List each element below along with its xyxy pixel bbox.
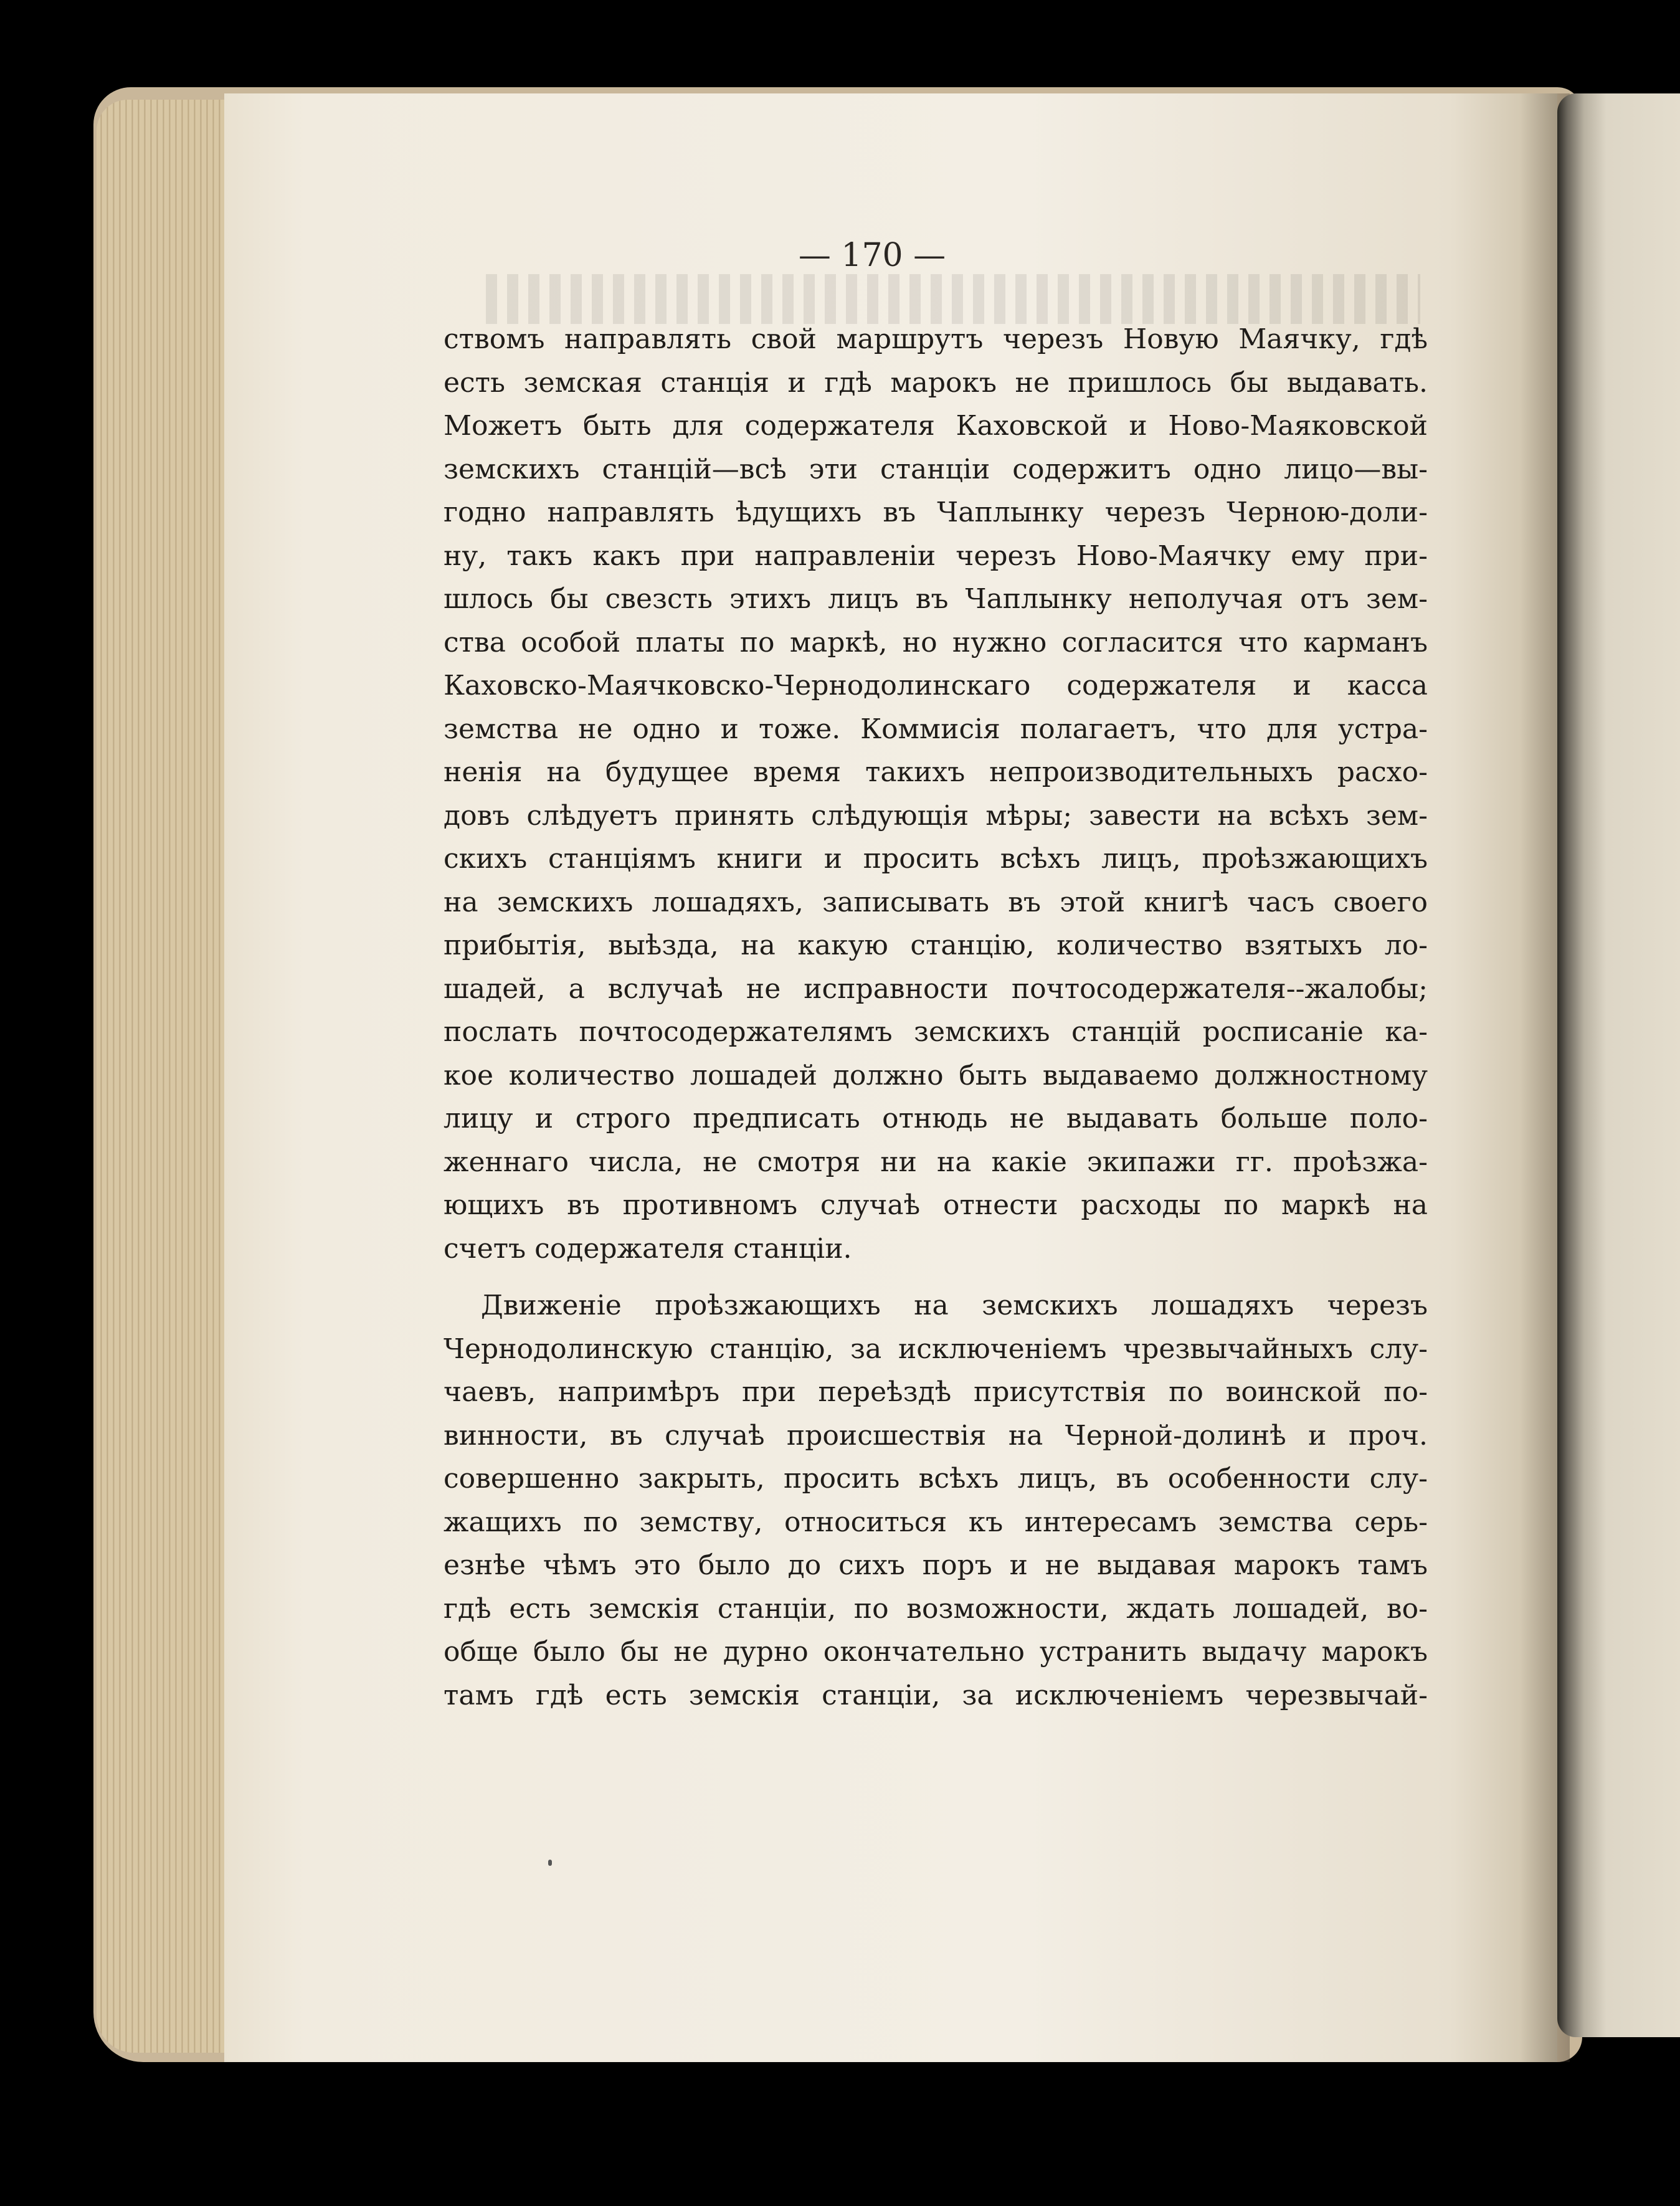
text-line: довъ слѣдуетъ принять слѣдующія мѣры; завести на всѣхъ зем- <box>444 799 1428 832</box>
text-line: Движеніе проѣзжающихъ на земскихъ лошадяхъ черезъ <box>481 1290 1428 1321</box>
text-line: шлось бы свезсть этихъ лицъ въ Чаплынку неполучая отъ зем- <box>444 583 1428 615</box>
text-line: лицу и строго предписать отнюдь не выдавать больше поло- <box>444 1103 1428 1134</box>
text-line: скихъ станціямъ книги и просить всѣхъ лицъ, проѣзжающихъ <box>444 843 1428 875</box>
next-page-edge <box>1557 93 1680 2037</box>
text-line: ства особой платы по маркѣ, но нужно согласится что карманъ <box>444 626 1428 658</box>
text-line: тамъ гдѣ есть земскія станціи, за исключеніемъ черезвычай- <box>444 1679 1428 1711</box>
text-line: ствомъ направлять свой маршрутъ черезъ Новую Маячку, гдѣ <box>444 323 1428 355</box>
text-line: чаевъ, напримѣръ при переѣздѣ присутствія по воинской по- <box>444 1376 1428 1408</box>
text-line: Можетъ быть для содержателя Каховской и Ново-Маяковской <box>444 410 1428 442</box>
text-line: шадей, а вслучаѣ не исправности почтосодержателя--жалобы; <box>444 972 1428 1005</box>
text-line: гдѣ есть земскія станціи, по возможности, ждать лошадей, во- <box>444 1592 1428 1625</box>
text-line: земскихъ станцій—всѣ эти станціи содержитъ одно лицо—вы- <box>444 453 1428 485</box>
paragraph-gap <box>444 1270 1428 1284</box>
text-line: ющихъ въ противномъ случаѣ отнести расходы по маркѣ на <box>444 1189 1428 1221</box>
text-line: обще было бы не дурно окончательно устранить выдачу марокъ <box>444 1636 1428 1668</box>
text-line: женнаго числа, не смотря ни на какіе экипажи гг. проѣзжа- <box>444 1146 1428 1178</box>
text-line: жащихъ по земству, относиться къ интересамъ земства серь- <box>444 1506 1428 1538</box>
paragraph <box>444 1284 1428 1717</box>
page-edges <box>97 100 234 2053</box>
text-line: на земскихъ лошадяхъ, записывать въ этой книгѣ часъ своего <box>444 886 1428 918</box>
text-line: совершенно закрыть, просить всѣхъ лицъ, въ особенности слу- <box>444 1463 1428 1495</box>
text-line: ну, такъ какъ при направленіи черезъ Ново-Маячку ему при- <box>444 540 1428 572</box>
text-line: ненія на будущее время такихъ непроизводительныхъ расхо- <box>444 756 1428 788</box>
page-number: — 170 — <box>798 237 946 274</box>
text-line: кое количество лошадей должно быть выдаваемо должностному <box>444 1059 1428 1091</box>
ink-speck <box>548 1860 552 1866</box>
text-line: счетъ содержателя станціи. <box>444 1232 852 1265</box>
text-line: земства не одно и тоже. Коммисія полагаетъ, что для устра- <box>444 713 1428 745</box>
body-text <box>444 318 1428 1717</box>
text-line: есть земская станція и гдѣ марокъ не пришлось бы выдавать. <box>444 366 1428 399</box>
text-line: Чернодолинскую станцію, за исключеніемъ чрезвычайныхъ слу- <box>444 1333 1428 1365</box>
text-line: винности, въ случаѣ происшествія на Черной-долинѣ и проч. <box>444 1419 1428 1452</box>
text-line: езнѣе чѣмъ это было до сихъ поръ и не выдавая марокъ тамъ <box>444 1549 1428 1581</box>
bleed-through <box>486 274 1420 324</box>
paragraph <box>444 318 1428 1270</box>
text-line: Каховско-Маячковско-Чернодолинскаго содержателя и касса <box>444 670 1428 701</box>
text-line: годно направлять ѣдущихъ въ Чаплынку черезъ Черною-доли- <box>444 497 1428 528</box>
text-line: послать почтосодержателямъ земскихъ станцій росписаніе ка- <box>444 1016 1428 1048</box>
text-line: прибытія, выѣзда, на какую станцію, количество взятыхъ ло- <box>444 929 1428 961</box>
